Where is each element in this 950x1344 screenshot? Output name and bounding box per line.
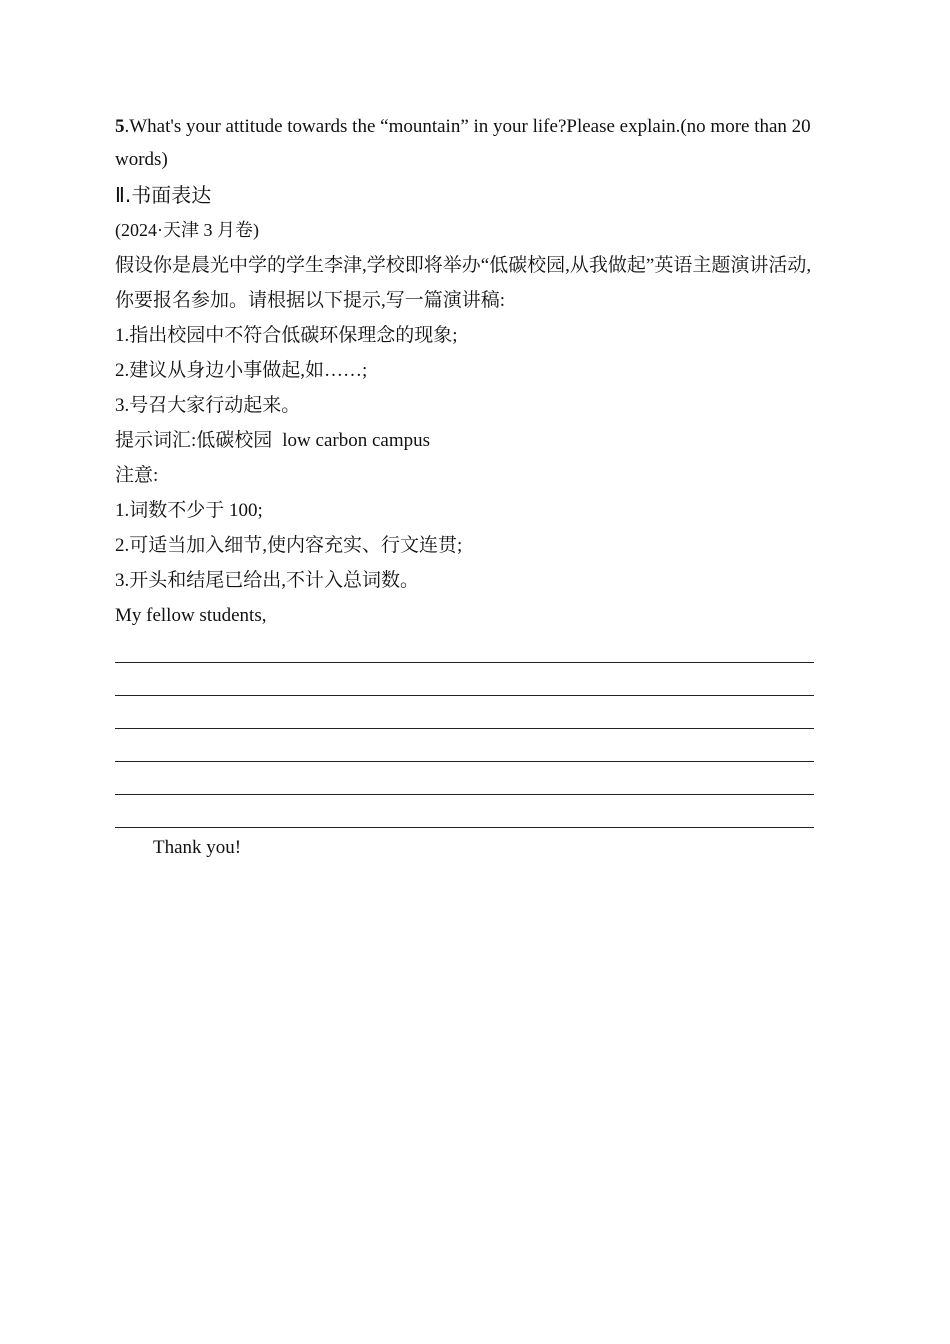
answer-line[interactable] [115,633,814,663]
answer-line[interactable] [115,729,814,762]
point-item: 3.号召大家行动起来。 [115,395,301,416]
vocab-hint [115,423,840,458]
note-item: 2.可适当加入细节,使内容充实、行文连贯; [115,535,463,556]
answer-line[interactable] [115,663,814,696]
exam-page [115,110,840,868]
source-note: (2024·天津 3 月卷) [115,220,259,240]
notes-label: 注意: [115,465,159,486]
prompt-line-1: 假设你是晨光中学的学生李津,学校即将举办“低碳校园,从我做起”英语主题演讲活动, [115,255,812,276]
note-item: 1.词数不少于 100; [115,500,263,521]
section-title: Ⅱ.书面表达 [115,183,212,207]
answer-line[interactable] [115,696,814,729]
vocab-term: low carbon campus [282,430,431,451]
answer-lines [115,633,840,828]
point-item: 2.建议从身边小事做起,如……; [115,360,368,381]
closing: Thank you! [153,837,242,858]
answer-line[interactable] [115,795,814,828]
answer-line[interactable] [115,762,814,795]
prompt-line-2: 你要报名参加。请根据以下提示,写一篇演讲稿: [115,290,506,311]
note-item: 3.开头和结尾已给出,不计入总词数。 [115,570,420,591]
greeting: My fellow students, [115,605,267,626]
vocab-label: 提示词汇:低碳校园 [115,430,273,451]
point-item: 1.指出校园中不符合低碳环保理念的现象; [115,325,458,346]
question-text: .What's your attitude towards the “mountain” in your life?Please explain.(no more than 20 words) [115,116,811,170]
question-number: 5 [115,116,125,137]
question-5 [115,110,830,176]
